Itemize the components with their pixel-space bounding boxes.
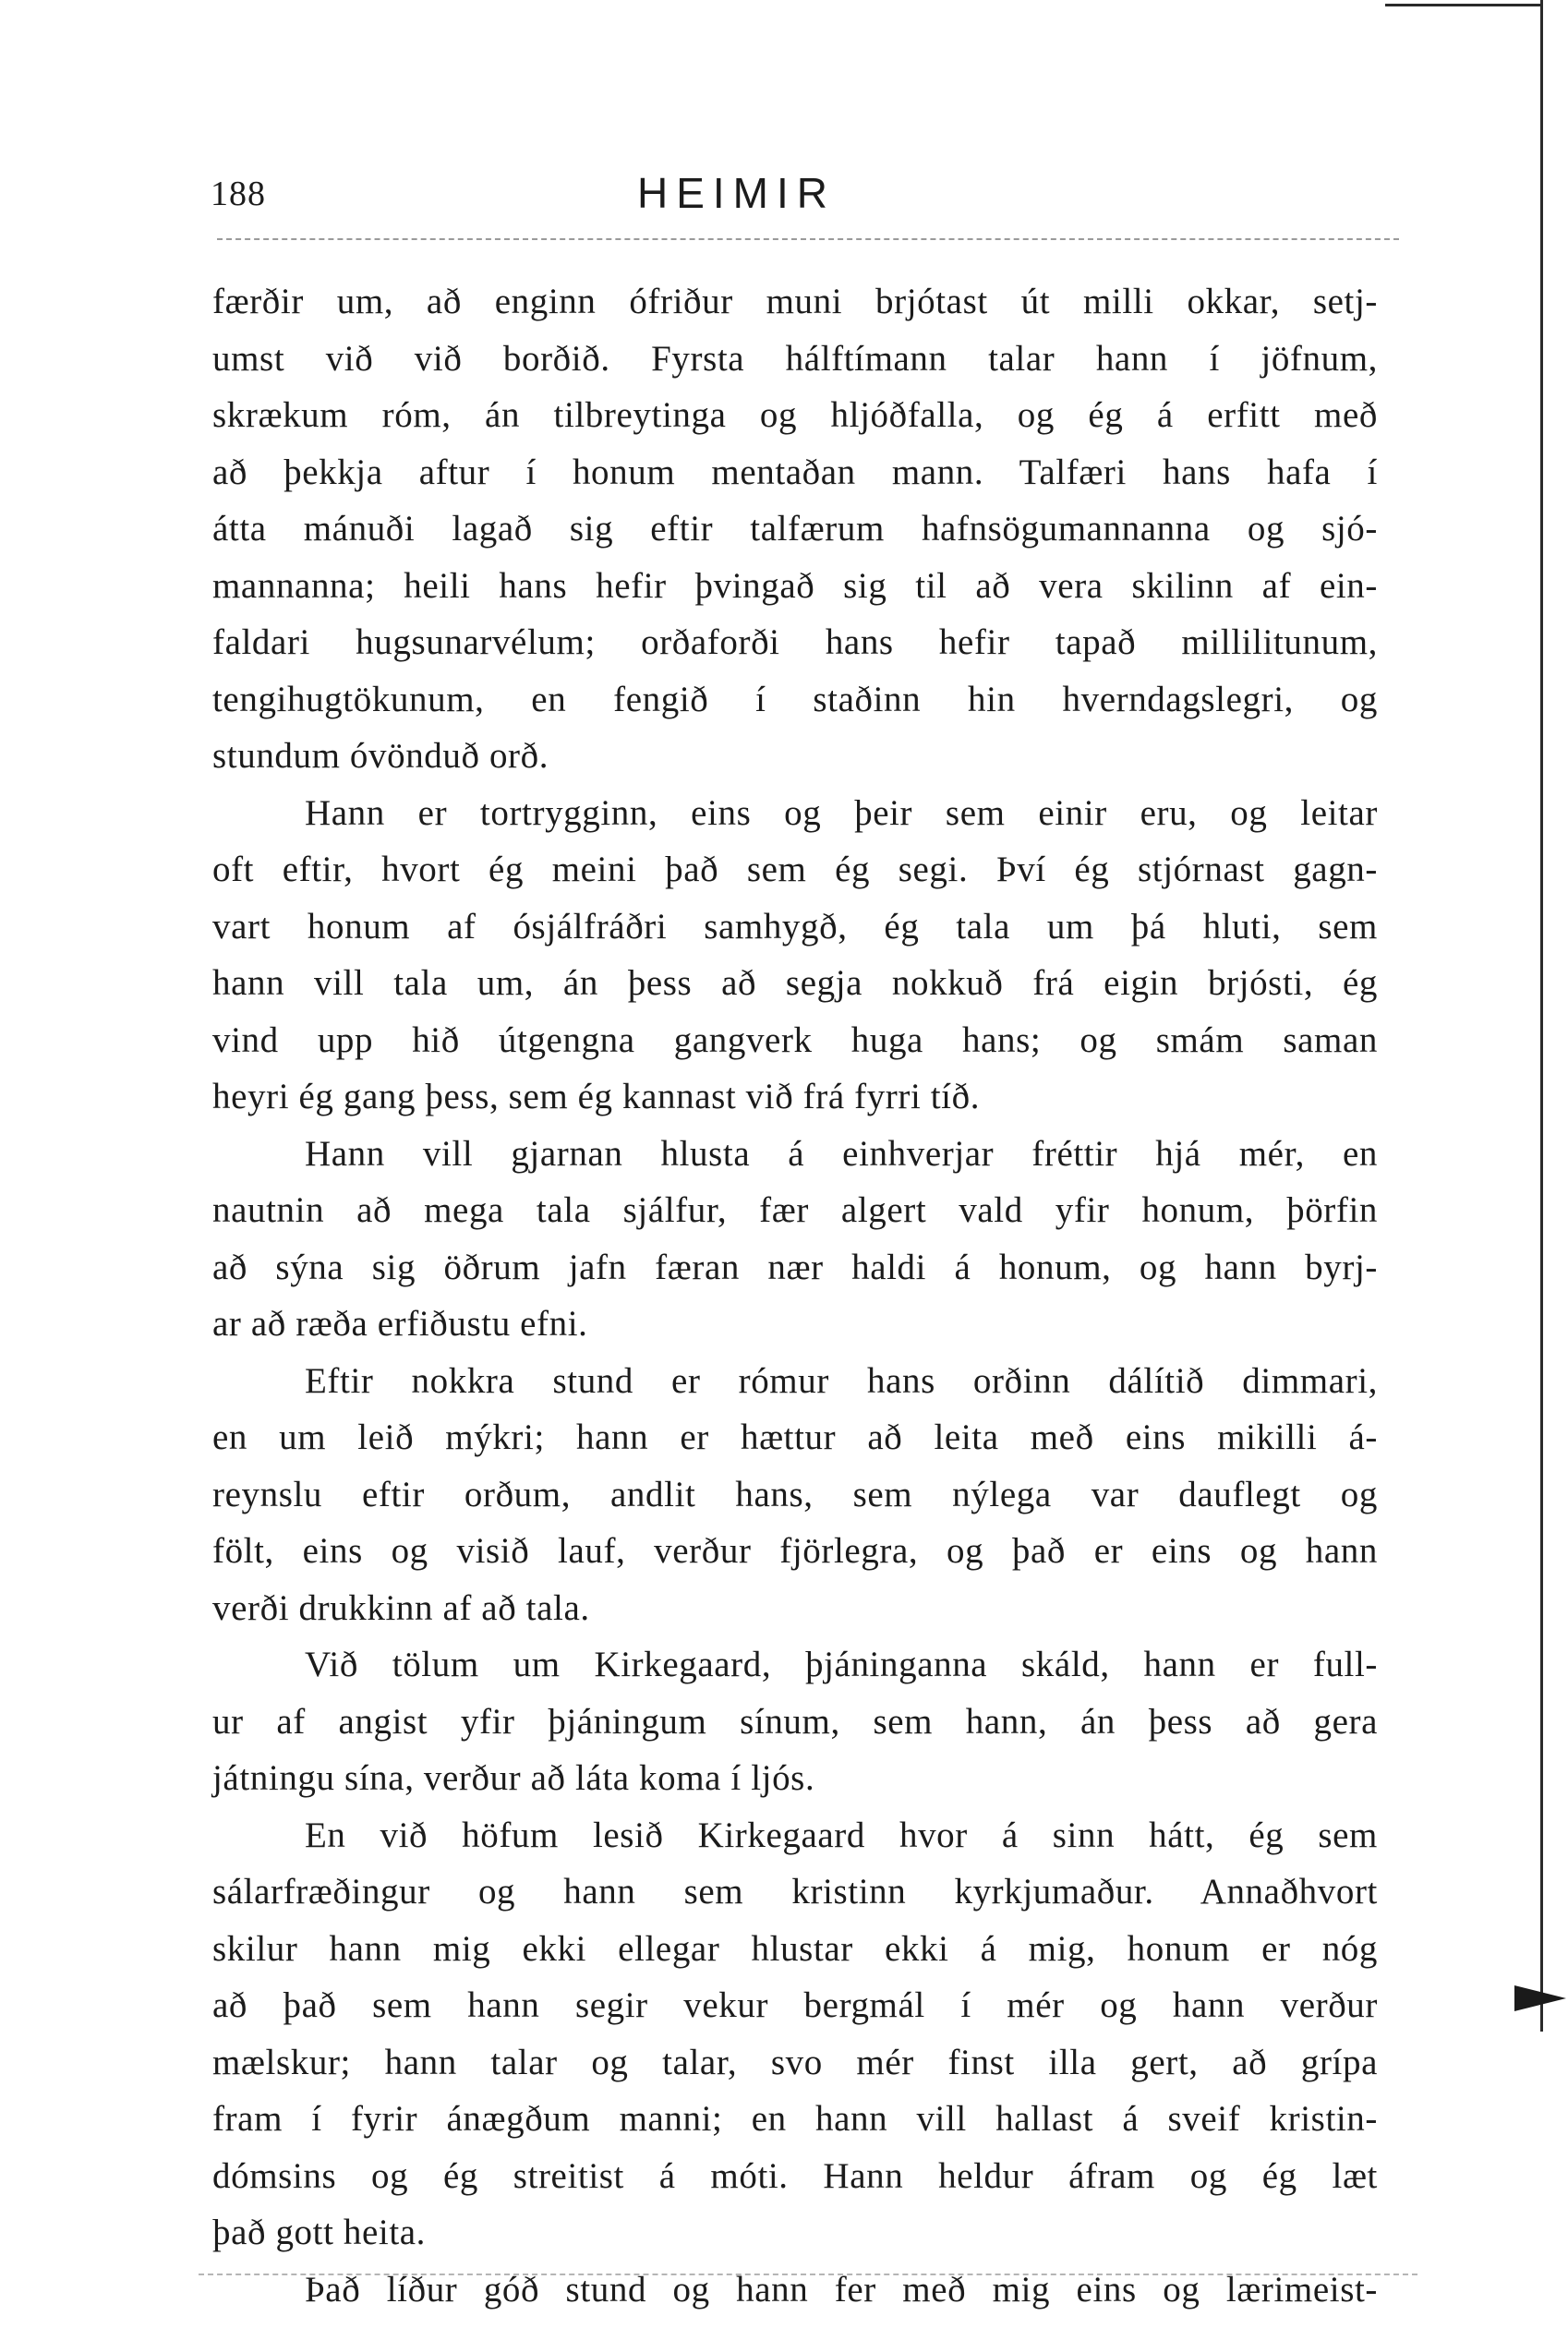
text-line: að sýna sig öðrum jafn færan nær haldi á honum, og hann byrj- bbox=[212, 1247, 1378, 1287]
text-line: fram í fyrir ánægðum manni; en hann vill hallast á sveif kristin- bbox=[212, 2099, 1378, 2139]
text-line: játningu sína, verður að láta koma í ljós. bbox=[212, 1758, 815, 1798]
text-line: Hann er tortrygginn, eins og þeir sem einir eru, og leitar bbox=[305, 792, 1378, 833]
text-line: ar að ræða erfiðustu efni. bbox=[212, 1304, 588, 1344]
header-rule bbox=[217, 238, 1399, 240]
text-line: færðir um, að enginn ófriður muni brjótast út milli okkar, setj- bbox=[212, 282, 1378, 321]
text-line: skilur hann mig ekki ellegar hlustar ekki á mig, honum er nóg bbox=[212, 1928, 1378, 1969]
text-line: hann vill tala um, án þess að segja nokkuð frá eigin brjósti, ég bbox=[212, 963, 1378, 1003]
text-line: En við höfum lesið Kirkegaard hvor á sinn hátt, ég sem bbox=[305, 1815, 1378, 1855]
text-line: stundum óvönduð orð. bbox=[212, 736, 549, 776]
text-line: Eftir nokkra stund er rómur hans orðinn dálítið dimmari, bbox=[305, 1360, 1378, 1401]
text-line: heyri ég gang þess, sem ég kannast við frá fyrri tíð. bbox=[212, 1077, 981, 1116]
page-edge-line bbox=[1540, 0, 1543, 2032]
text-line: það gott heita. bbox=[212, 2213, 427, 2252]
body-text bbox=[212, 273, 1378, 2318]
page-number: 188 bbox=[211, 175, 266, 213]
footer-rule bbox=[199, 2274, 1417, 2275]
text-line: Við tölum um Kirkegaard, þjáninganna skáld, hann er full- bbox=[305, 1645, 1378, 1684]
text-line: mannanna; heili hans hefir þvingað sig til að vera skilinn af ein- bbox=[212, 565, 1378, 606]
text-line: dómsins og ég streitist á móti. Hann heldur áfram og ég læt bbox=[212, 2155, 1378, 2196]
running-title: HEIMIR bbox=[637, 169, 836, 217]
page-edge-arrow-mark bbox=[1514, 1985, 1566, 2011]
page-edge-top-line bbox=[1385, 4, 1542, 6]
text-line: að það sem hann segir vekur bergmál í mér og hann verður bbox=[212, 1985, 1378, 2025]
text-line: Það líður góð stund og hann fer með mig eins og lærimeist- bbox=[305, 2269, 1378, 2310]
text-line: en um leið mýkri; hann er hættur að leita með eins mikilli á- bbox=[212, 1417, 1378, 1457]
text-line: faldari hugsunarvélum; orðaforði hans hefir tapað millilitunum, bbox=[212, 622, 1378, 662]
text-line: tengihugtökunum, en fengið í staðinn hin hverndagslegri, og bbox=[212, 679, 1378, 719]
text-line: vart honum af ósjálfráðri samhygð, ég tala um þá hluti, sem bbox=[212, 906, 1378, 947]
text-line: að þekkja aftur í honum mentaðan mann. Talfæri hans hafa í bbox=[212, 452, 1378, 492]
text-line: verði drukkinn af að tala. bbox=[212, 1587, 590, 1628]
text-line: reynslu eftir orðum, andlit hans, sem nýlega var dauflegt og bbox=[212, 1474, 1378, 1514]
text-line: Hann vill gjarnan hlusta á einhverjar fréttir hjá mér, en bbox=[305, 1133, 1378, 1174]
text-line: oft eftir, hvort ég meini það sem ég segi. Því ég stjórnast gagn- bbox=[212, 850, 1378, 889]
text-line: átta mánuði lagað sig eftir talfærum hafnsögumannanna og sjó- bbox=[212, 509, 1378, 549]
text-line: mælskur; hann talar og talar, svo mér finst illa gert, að grípa bbox=[212, 2042, 1378, 2082]
text-line: umst við við borðið. Fyrsta hálftímann talar hann í jöfnum, bbox=[212, 338, 1378, 379]
text-line: fölt, eins og visið lauf, verður fjörlegra, og það er eins og hann bbox=[212, 1531, 1378, 1571]
text-line: nautnin að mega tala sjálfur, fær algert vald yfir honum, þörfin bbox=[212, 1190, 1378, 1230]
text-line: sálarfræðingur og hann sem kristinn kyrkjumaður. Annaðhvort bbox=[212, 1872, 1378, 1912]
text-line: vind upp hið útgengna gangverk huga hans; og smám saman bbox=[212, 1019, 1378, 1060]
text-line: ur af angist yfir þjáningum sínum, sem hann, án þess að gera bbox=[212, 1701, 1378, 1742]
text-line: skrækum róm, án tilbreytinga og hljóðfalla, og ég á erfitt með bbox=[212, 395, 1378, 435]
